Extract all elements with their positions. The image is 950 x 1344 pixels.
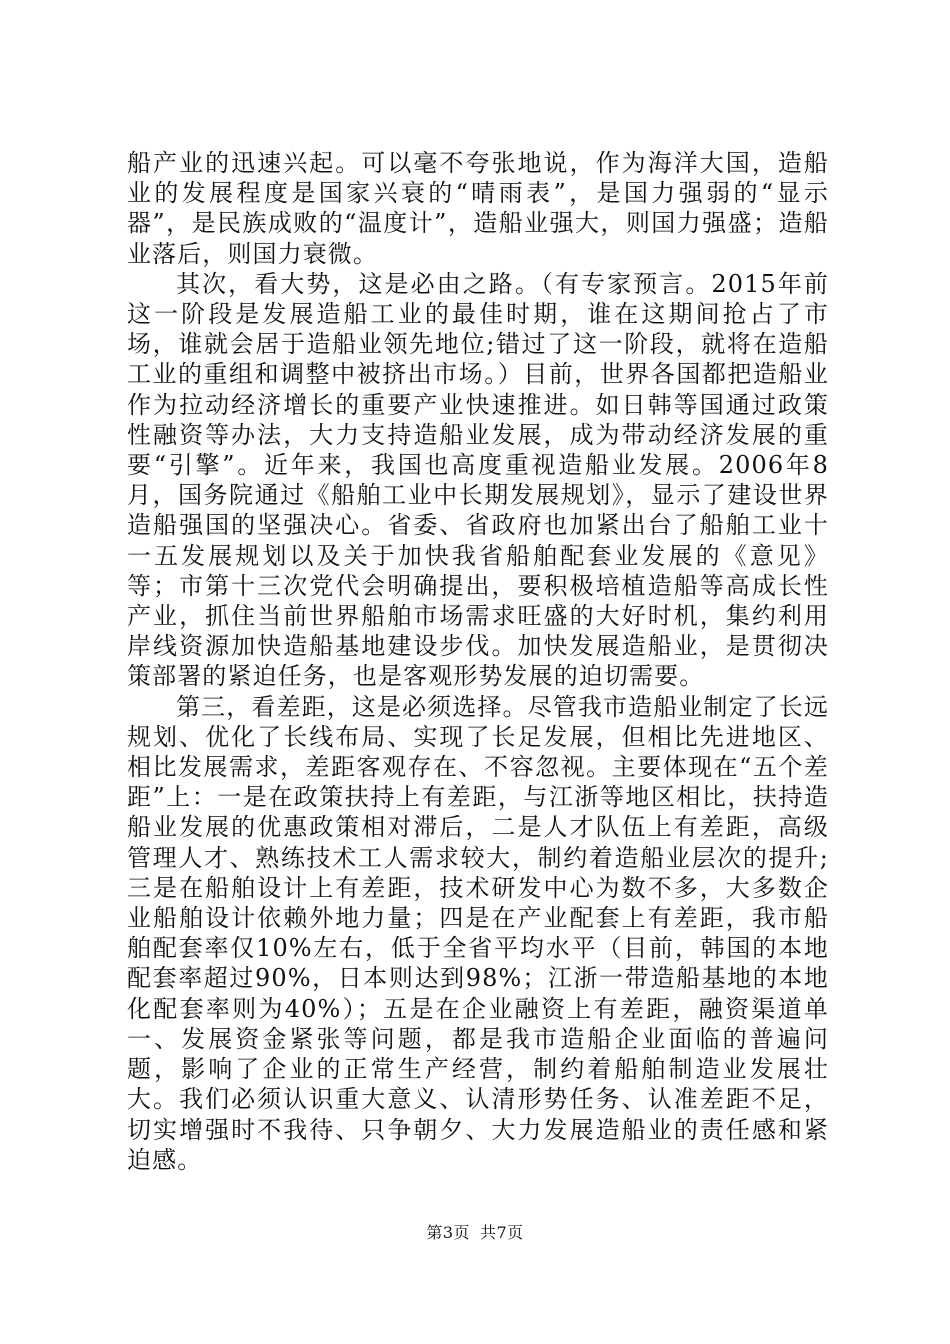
paragraph-third-point: 第三，看差距，这是必须选择。尽管我市造船业制定了长远规划、优化了长线布局、实现了长足发展，但相比先进地区、相比发展需求，差距客观存在、不容忽视。主要体现在“五个差距”上：一是在政策扶持上有差距，与江浙等地区相比，扶持造船业发展的优惠政策相对滞后，二是人才队伍上有差距，高级管理人才、熟练技术工人需求较大，制约着造船业层次的提升;三是在船舶设计上有差距，技术研发中心为数不多，大多数企业船舶设计依赖外地力量；四是在产业配套上有差距，我市船舶配套率仅10%左右，低于全省平均水平（目前，韩国的本地配套率超过90%，日本则达到98%；江浙一带造船基地的本地化配套率则为40%）；五是在企业融资上有差距，融资渠道单一、发展资金紧张等问题，都是我市造船企业面临的普遍问题，影响了企业的正常生产经营，制约着船舶制造业发展壮大。我们必须认识重大意义、认清形势任务、认准差距不足，切实增强时不我待、只争朝夕、大力发展造船业的责任感和紧迫感。 [127, 692, 829, 1174]
page-number: 第3页 [426, 1223, 470, 1242]
paragraph-second-point: 其次，看大势，这是必由之路。（有专家预言。2015年前这一阶段是发展造船工业的最佳时期，谁在这期间抢占了市场，谁就会居于造船业领先地位;错过了这一阶段，就将在造船工业的重组和调整中被挤出市场。）目前，世界各国都把造船业作为拉动经济增长的重要产业快速推进。如日韩等国通过政策性融资等办法，大力支持造船业发展，成为带动经济发展的重要“引擎”。近年来，我国也高度重视造船业发展。2006年8月，国务院通过《船舶工业中长期发展规划》，显示了建设世界造船强国的坚强决心。省委、省政府也加紧出台了船舶工业十一五发展规划以及关于加快我省船舶配套业发展的《意见》等；市第十三次党代会明确提出，要积极培植造船等高成长性产业，抓住当前世界船舶市场需求旺盛的大好时机，集约利用岸线资源加快造船基地建设步伐。加快发展造船业，是贯彻决策部署的紧迫任务，也是客观形势发展的迫切需要。 [127, 269, 829, 691]
paragraph-continuation: 船产业的迅速兴起。可以毫不夸张地说，作为海洋大国，造船业的发展程度是国家兴衰的“晴雨表”，是国力强弱的“显示器”，是民族成败的“温度计”，造船业强大，则国力强盛；造船业落后，则国力衰微。 [127, 149, 829, 268]
document-body [127, 148, 829, 1175]
page-total: 共7页 [480, 1223, 524, 1242]
page-footer [0, 1223, 950, 1243]
